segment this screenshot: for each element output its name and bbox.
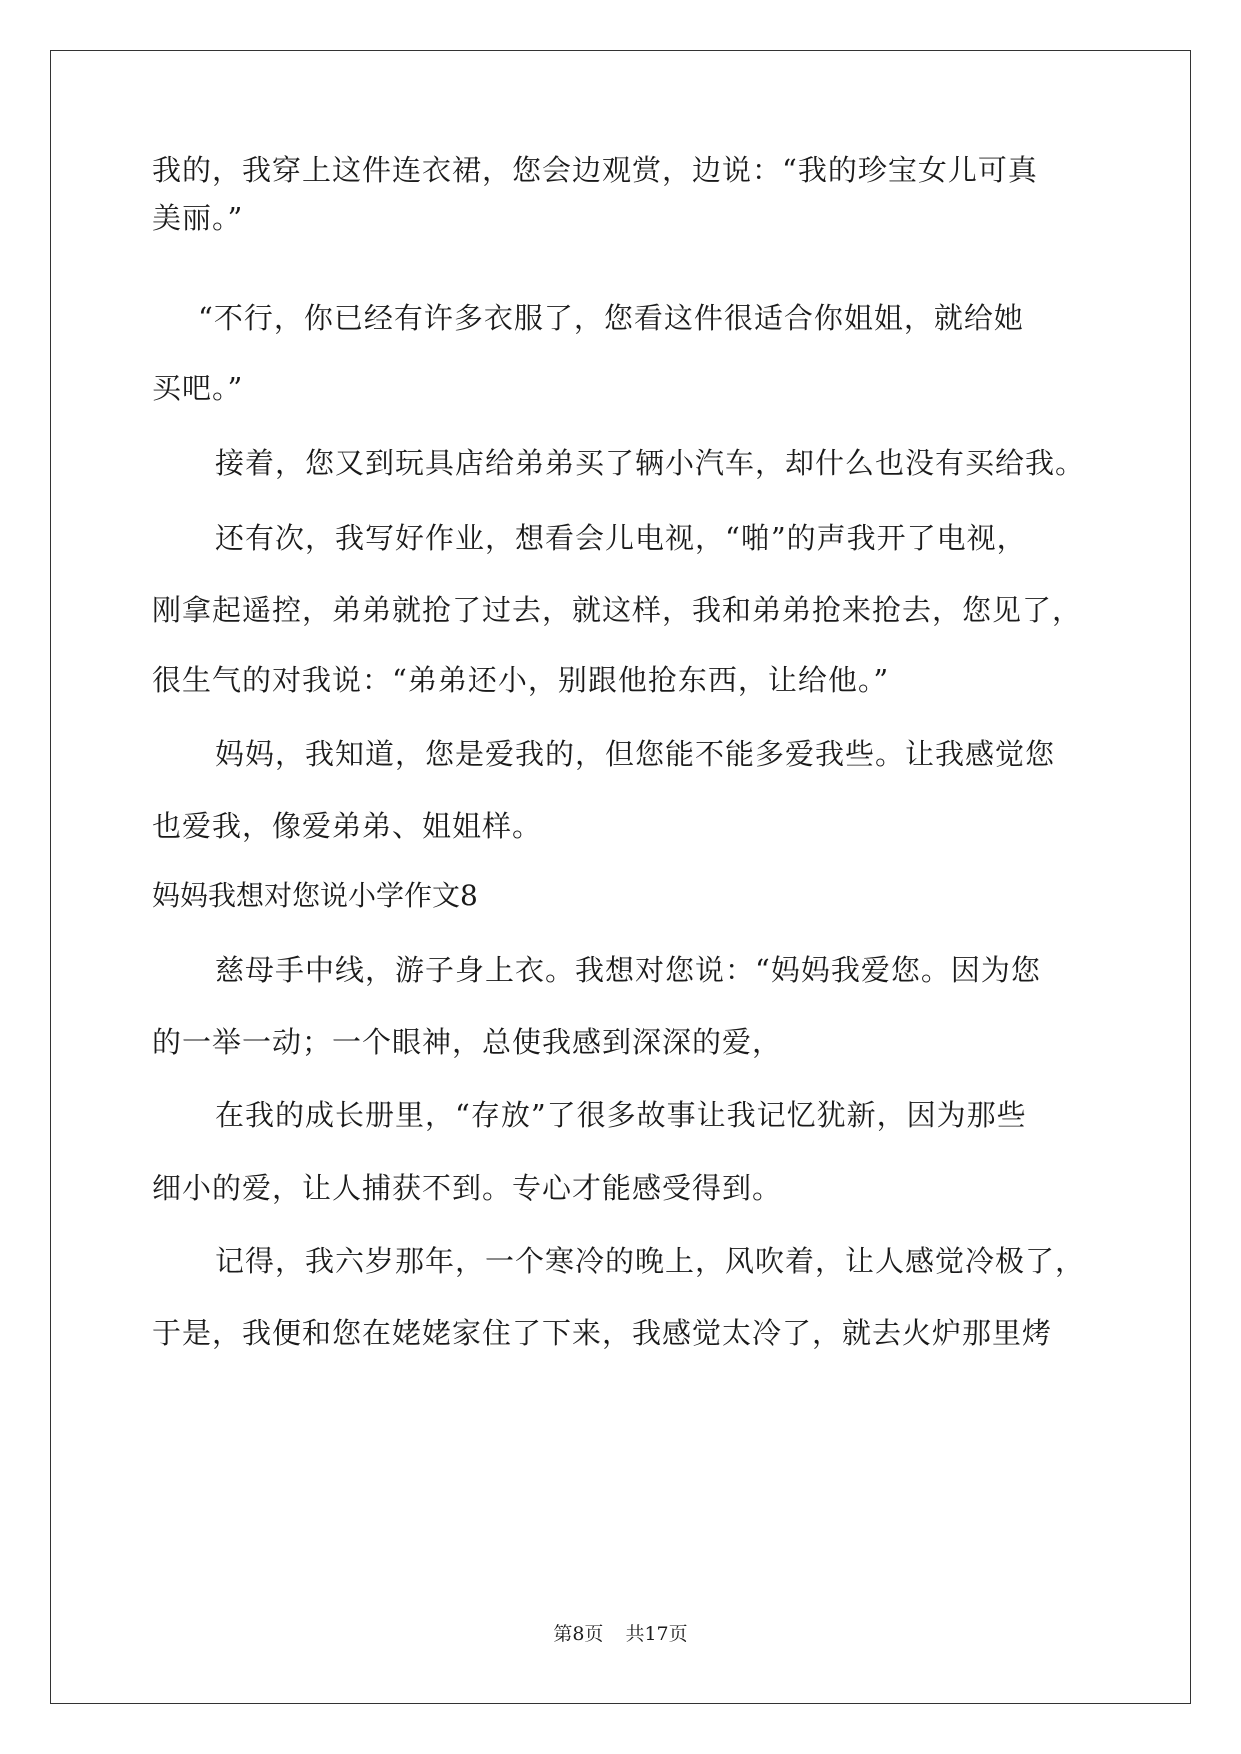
text-line: 慈母手中线，游子身上衣。我想对您说：“妈妈我爱您。因为您 (215, 953, 1041, 987)
text-line: 细小的爱，让人捕获不到。专心才能感受得到。 (152, 1171, 783, 1205)
section-heading: 妈妈我想对您说小学作文8 (152, 879, 478, 912)
text-line: 还有次，我写好作业，想看会儿电视，“啪”的声我开了电视， (215, 521, 1027, 555)
text-line: 的一举一动；一个眼神，总使我感到深深的爱， (152, 1025, 783, 1059)
text-line: 刚拿起遥控，弟弟就抢了过去，就这样，我和弟弟抢来抢去，您见了， (152, 593, 1083, 627)
page-footer (0, 1622, 1241, 1646)
text-line: 记得，我六岁那年，一个寒冷的晚上，风吹着，让人感觉冷极了， (215, 1244, 1086, 1278)
text-line: 在我的成长册里，“存放”了很多故事让我记忆犹新，因为那些 (215, 1098, 1027, 1132)
page-total: 共17页 (625, 1623, 688, 1645)
text-line: 很生气的对我说：“弟弟还小，别跟他抢东西，让给他。” (152, 663, 890, 697)
text-line: “不行，你已经有许多衣服了，您看这件很适合你姐姐，就给她 (198, 301, 1024, 335)
page-border (50, 50, 1191, 1704)
text-line: 也爱我，像爱弟弟、姐姐样。 (152, 809, 543, 843)
text-line: 我的，我穿上这件连衣裙，您会边观赏，边说：“我的珍宝女儿可真 (152, 153, 1038, 187)
page-number: 第8页 (553, 1623, 604, 1645)
text-line: 买吧。” (152, 371, 244, 405)
text-line: 妈妈，我知道，您是爱我的，但您能不能多爱我些。让我感觉您 (215, 737, 1056, 771)
text-line: 接着，您又到玩具店给弟弟买了辆小汽车，却什么也没有买给我。 (215, 446, 1086, 480)
text-line: 美丽。” (152, 201, 244, 235)
text-line: 于是，我便和您在姥姥家住了下来，我感觉太冷了，就去火炉那里烤 (152, 1316, 1053, 1350)
